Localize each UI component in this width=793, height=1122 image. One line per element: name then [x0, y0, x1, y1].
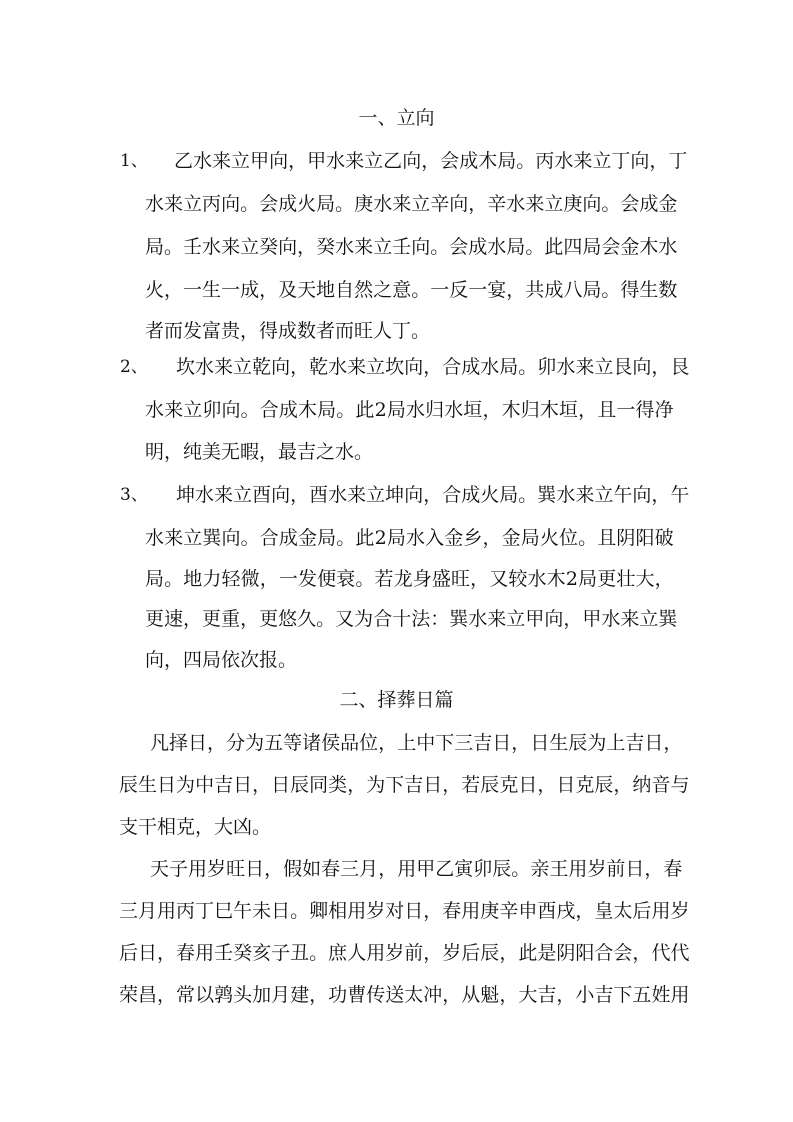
para-1-line-3: 支干相克，大凶。 — [119, 816, 272, 838]
item-1-line-5: 者而发富贵，得成数者而旺人丁。 — [145, 320, 431, 342]
item-3-line-3: 局 。 地 力 轻 微 ， 一 发 便 衰 。 若 龙 身 盛 旺 ， 又 较 水 木 2 局 更 壮 大 ， — [145, 568, 674, 590]
item-3-number: 3、 — [120, 485, 148, 505]
para-2-line-4: 荣 昌 ， 常 以 鹑 头 加 月 建 ， 功 曹 传 送 太 冲 ， 从 魁 ， 大 吉 ， 小 吉 下 五 姓 用 — [119, 984, 690, 1006]
item-2-line-2: 水 来 立 卯 向 。 合 成 木 局 。 此 2 局 水 归 水 垣 ， 木 归 木 垣 ， 且 一 得 净 — [145, 399, 674, 421]
item-2-line-1: 坎 水 来 立 乾 向 ， 乾 水 来 立 坎 向 ， 合 成 水 局 。 卯 水 来 立 艮 向 ， 艮 — [176, 356, 690, 378]
item-1-line-2: 水 来 立 丙 向 。 会 成 火 局 。 庚 水 来 立 辛 向 ， 辛 水 来 立 庚 向 。 会 成 金 — [145, 193, 678, 215]
item-1-number: 1、 — [120, 151, 148, 171]
section-1-title: 一、立向 — [358, 107, 435, 129]
para-2-line-2: 三 月 用 丙 丁 巳 午 未 日 。 卿 相 用 岁 对 日 ， 春 用 庚 辛 申 酉 戌 ， 皇 太 后 用 岁 — [119, 900, 690, 922]
para-1-line-2: 辰 生 日 为 中 吉 日 ， 日 辰 同 类 ， 为 下 吉 日 ， 若 辰 克 日 ， 日 克 辰 ， 纳 音 与 — [119, 774, 690, 796]
item-3-line-1: 坤 水 来 立 酉 向 ， 酉 水 来 立 坤 向 ， 合 成 火 局 。 巽 水 来 立 午 向 ， 午 — [176, 484, 690, 506]
item-3-line-4: 更 速 ， 更 重 ， 更 悠 久 。 又 为 合 十 法 ： 巽 水 来 立 甲 向 ， 甲 水 来 立 巽 — [145, 608, 678, 630]
section-2-title: 二、择葬日篇 — [339, 689, 454, 711]
para-2-line-3: 后 日 ， 春 用 壬 癸 亥 子 丑 。 庶 人 用 岁 前 ， 岁 后 辰 ， 此 是 阴 阳 合 会 ， 代 代 — [119, 942, 690, 964]
item-3-line-2: 水 来 立 巽 向 。 合 成 金 局 。 此 2 局 水 入 金 乡 ， 金 局 火 位 。 且 阴 阳 破 — [145, 527, 674, 549]
item-1-line-1: 乙 水 来 立 甲 向 ， 甲 水 来 立 乙 向 ， 会 成 木 局 。 丙 水 来 立 丁 向 ， 丁 — [174, 150, 688, 172]
item-1-line-4: 火 ， 一 生 一 成 ， 及 天 地 自 然 之 意 。 一 反 一 宴 ， 共 成 八 局 。 得 生 数 — [145, 279, 678, 301]
item-1-line-3: 局 。 壬 水 来 立 癸 向 ， 癸 水 来 立 壬 向 。 会 成 水 局 。 此 四 局 会 金 木 水 — [145, 236, 678, 258]
item-2-number: 2、 — [120, 357, 148, 377]
para-2-line-1: 天 子 用 岁 旺 日 ， 假 如 春 三 月 ， 用 甲 乙 寅 卯 辰 。 亲 王 用 岁 前 日 ， 春 — [150, 858, 683, 880]
item-2-line-3: 明，纯美无暇，最吉之水。 — [145, 441, 374, 463]
para-1-line-1: 凡 择 日 ， 分 为 五 等 诸 侯 品 位 ， 上 中 下 三 吉 日 ， 日 生 辰 为 上 吉 日 ， — [150, 732, 683, 754]
item-3-line-5: 向，四局依次报。 — [145, 649, 298, 671]
